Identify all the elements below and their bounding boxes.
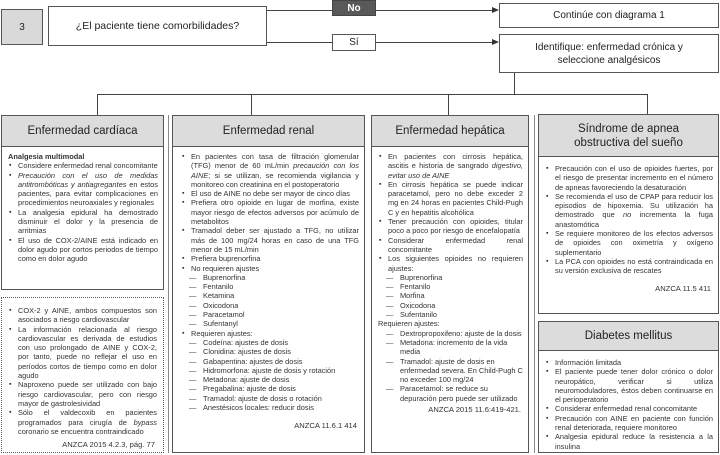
list-item: ▪ Naproxeno puede ser utilizado con bajo riesgo cardiovascular, pero con riesgo mayor de gastrolesividad xyxy=(8,380,157,408)
list-item: ▪ La analgesia epidural ha demostrado disminuir el dolor y la presencia de arritmias xyxy=(8,208,158,236)
reference: ANZCA 11.6.1 414 xyxy=(294,421,357,431)
list-item: ▪ Precaución con AINE en paciente con función renal deteriorada, requiere monitoreo xyxy=(545,414,713,433)
list-item: ▪ COX-2 y AINE, ambos compuestos son asociados a riesgo cardiovascular xyxy=(8,306,157,325)
panel-cardiaca-body xyxy=(2,147,163,266)
drug-item: — Anestésicos locales: reducir dosis xyxy=(181,403,359,412)
list-item: ▪ Considerar enfermedad renal concomitante xyxy=(378,236,523,255)
drug-item: — Buprenorfina xyxy=(378,273,523,282)
list-item: ▪ Considere enfermedad renal concomitante xyxy=(8,161,158,170)
no-label: No xyxy=(347,2,361,14)
drug-item: — Clonidina: ajustes de dosis xyxy=(181,347,359,356)
drug-item: — Ketamina xyxy=(181,291,359,300)
tree-drop-renal xyxy=(251,94,252,115)
subtitle: Analgesia multimodal xyxy=(8,152,85,161)
identify-box xyxy=(499,34,719,73)
connector-no-target xyxy=(376,10,493,11)
list-item xyxy=(545,192,713,229)
drug-item: — Oxicodona xyxy=(181,301,359,310)
list-item: ▪ Analgesia epidural reduce la resistencia a la insulina xyxy=(545,432,713,451)
arrow-right-icon xyxy=(492,7,499,13)
drug-item: — Fentanilo xyxy=(378,282,523,291)
panel-apnea-body xyxy=(539,157,718,295)
list-item: ▪ La PCA con opioides no está contraindicada en su versión exclusiva de rescates xyxy=(545,257,713,276)
drug-item: — Tramadol: ajuste de dosis o rotación xyxy=(181,394,359,403)
title-text: Diabetes mellitus xyxy=(584,330,673,342)
list-item xyxy=(378,152,523,180)
continue-diagram-text: Continúe con diagrama 1 xyxy=(553,10,665,21)
title-text: Enfermedad hepática xyxy=(395,125,505,137)
title-text: Enfermedad renal xyxy=(222,125,315,137)
list-item: ▪ Prefiera buprenorfina xyxy=(181,254,359,263)
panel-apnea xyxy=(538,114,719,314)
drug-item: — Paracetamol: se reduce su depuración pero puede ser utilizado xyxy=(378,384,523,403)
drug-item: — Dextropropoxifeno: ajuste de la dosis xyxy=(378,329,523,338)
list-item: ▪ Considerar enfermedad renal concomitante xyxy=(545,404,713,413)
panel-diabetes-body xyxy=(539,351,718,453)
drug-item: — Metadona: ajuste de dosis xyxy=(181,375,359,384)
question-text: ¿El paciente tiene comorbilidades? xyxy=(75,20,240,32)
panel-hepatica xyxy=(371,115,529,453)
si-label: Sí xyxy=(349,37,359,48)
arrow-right-icon xyxy=(492,39,499,45)
text: incrementa la fuga anastomótica xyxy=(555,210,714,229)
text: Se recomienda el uso de CPAP para reducir los episodios de hipoxemia. Su utilización ha demostrado que xyxy=(555,191,713,220)
drug-item: — Sufentanilo xyxy=(378,310,523,319)
connector-si-target xyxy=(376,42,493,43)
list-item: ▪ El uso de AINE no debe ser mayor de cinco días xyxy=(181,189,359,198)
identify-text: Identifique: enfermedad crónica y seleccione analgésicos xyxy=(535,41,683,66)
tree-drop-apnea xyxy=(647,94,648,114)
list-item: ▪ Tramadol deber ser ajustado a TFG, no utilizar más de 100 mg/24 horas en caso de una TFG menor de 15 mL/min xyxy=(181,226,359,254)
drug-item: — Sufentanyl xyxy=(181,319,359,328)
text: En pacientes con cirrosis hepática, ascitis e historia de sangrado xyxy=(388,152,523,171)
drug-item: — Metadona: incremento de la vida media xyxy=(378,338,523,357)
list-item: ▪ No requieren ajustes xyxy=(181,264,359,273)
panel-hepatica-body xyxy=(372,147,528,416)
panel-diabetes xyxy=(538,321,719,453)
si-label-box xyxy=(332,34,376,51)
step-number: 3 xyxy=(19,21,25,33)
drug-item: — Pregabalina: ajuste de dosis xyxy=(181,384,359,393)
list-item: ▪ Requieren ajustes: xyxy=(181,329,359,338)
connector-no xyxy=(267,10,332,11)
panel-hepatica-title xyxy=(372,116,528,147)
drug-item: — Hidromorfona: ajuste de dosis y rotación xyxy=(181,366,359,375)
tree-trunk xyxy=(514,73,515,95)
connector-si xyxy=(267,42,332,43)
italic-text: precaución con los AINE xyxy=(191,161,359,180)
drug-item: — Morfina xyxy=(378,291,523,300)
text: coronario se encuentra contraindicado xyxy=(18,426,144,436)
list-item: ▪ En cirrosis hepática se puede indicar paracetamol, pero no debe exceder 2 mg en 24 horas en pacientes Child-Pugh C y en hepatitis alcohólica xyxy=(378,180,523,217)
italic-text: Precaución con el uso de medidas antitrombóticas y antiagregantes xyxy=(18,170,158,189)
drug-item: — Tramadol: ajuste de dosis en enfermedad severa. En Child-Pugh C no exceder 100 mg/24 xyxy=(378,357,523,385)
drug-item: — Fentanilo xyxy=(181,282,359,291)
tree-bar xyxy=(97,94,648,95)
text: en estos pacientes, para evitar complicaciones en procedimientos neuroaxiales y regionales xyxy=(18,179,158,208)
list-item: ▪ Precaución con el uso de opioides fuertes, por el riesgo de presentar incremento en el número de apneas favoreciendo la desaturación xyxy=(545,164,713,192)
title-text: Síndrome de apnea obstructiva del sueño xyxy=(574,122,683,149)
list-item: ▪ Se requiere monitoreo de los efectos adversos de opioides con oximetría y oxígeno suplementario xyxy=(545,229,713,257)
panel-renal xyxy=(172,115,365,453)
continue-diagram-box xyxy=(499,3,719,28)
tree-drop-cardiaca xyxy=(97,94,98,115)
italic-text: no xyxy=(623,210,632,220)
reference: ANZCA 11.5 411 xyxy=(655,283,711,293)
text: ; si se utilizan, se recomienda vigilancia y monitoreo con creatinina en el postoperatorio xyxy=(191,170,359,189)
note-cardiaca xyxy=(1,297,164,453)
step-number-box xyxy=(1,9,43,45)
title-text: Enfermedad cardíaca xyxy=(27,125,138,137)
drug-item: — Oxicodona xyxy=(378,301,523,310)
note-body xyxy=(2,298,163,451)
italic-text: bypass xyxy=(133,417,157,427)
reference: ANZCA 2015 4.2.3, pág. 77 xyxy=(62,440,155,450)
no-label-box xyxy=(332,0,376,16)
drug-item: — Paracetamol xyxy=(181,310,359,319)
drug-item: — Gabapentina: ajustes de dosis xyxy=(181,357,359,366)
column-divider xyxy=(534,115,535,453)
list-item xyxy=(181,152,359,189)
question-box xyxy=(48,6,267,46)
panel-cardiaca xyxy=(1,115,164,290)
drug-item: — Buprenorfina xyxy=(181,273,359,282)
italic-text: digestivo, evitar uso de AINE xyxy=(388,161,523,180)
list-item: ▪ Los siguientes opioides no requieren ajustes: xyxy=(378,254,523,273)
list-item: ▪ Prefiera otro opioide en lugar de morfina, existe mayor riesgo de efectos adversos por acúmulo de metabolitos xyxy=(181,198,359,226)
text: Sólo el valdecoxib en pacientes programados para cirugía de xyxy=(18,408,157,427)
column-divider xyxy=(168,115,169,453)
panel-renal-title xyxy=(173,116,364,147)
adjust-label: Requieren ajustes: xyxy=(378,319,440,329)
panel-apnea-title xyxy=(539,115,718,157)
list-item xyxy=(8,408,157,436)
panel-cardiaca-title xyxy=(2,116,163,147)
list-item: ▪ La información relacionada al riesgo cardiovascular es derivada de estudios con uso prolongado de AINE y COX-2, por tanto, puede no reflejar el uso en períodos cortos de tiempo como en dolor agudo xyxy=(8,325,157,381)
list-item: ▪ El paciente puede tener dolor crónico o dolor neuropático, verificar si utiliza neuromoduladores, éstos deben continuarse en el perioperatorio xyxy=(545,367,713,404)
list-item: ▪ El uso de COX-2/AINE está indicado en dolor agudo por cortos periodos de tiempo como en dolor agudo xyxy=(8,236,158,264)
text: En pacientes con tasa de filtración glomerular (TFG) menor de 60 mL/min xyxy=(191,152,359,171)
tree-drop-hepatica xyxy=(448,94,449,115)
drug-item: — Codeína: ajustes de dosis xyxy=(181,338,359,347)
panel-diabetes-title xyxy=(539,322,718,351)
reference: ANZCA 2015 11.6:419-421. xyxy=(428,405,521,415)
list-item: ▪ Información limitada xyxy=(545,358,713,367)
list-item: ▪ Tener precaución con opioides, titular poco a poco por riesgo de encefalopatía xyxy=(378,217,523,236)
panel-renal-body xyxy=(173,147,364,433)
list-item xyxy=(8,171,158,208)
